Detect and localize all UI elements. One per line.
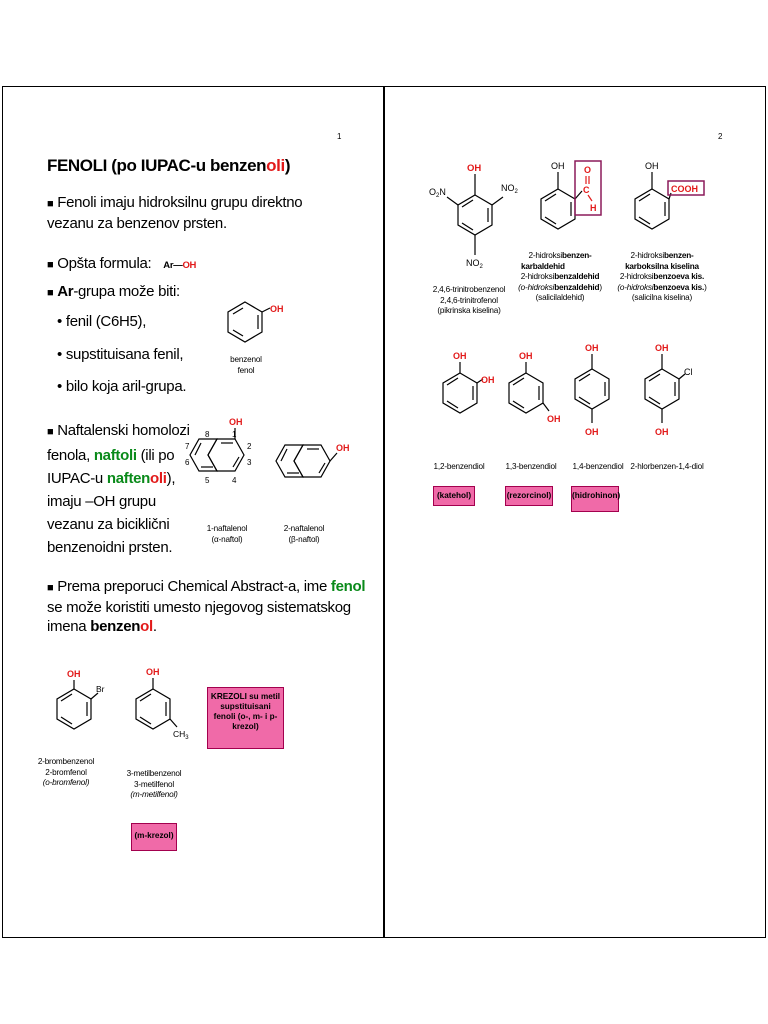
svg-text:NO2: $NO_2$	[501, 183, 518, 195]
bullet-hydroxyl: ■ Fenoli imaju hidroksilnu grupu direktno vezanu za benzenov prsten.	[47, 194, 303, 232]
katehol-box: (katehol)	[433, 486, 475, 506]
svg-text:O2N: $O_2N$	[429, 187, 446, 199]
svg-text:OH: OH	[453, 351, 467, 361]
svg-text:C: C	[583, 185, 590, 195]
svg-text:OH: OH	[467, 163, 482, 174]
slide-page-1	[2, 86, 384, 938]
svg-text:2: 2	[247, 442, 252, 451]
picric-acid-caption: 2,4,6-trinitrobenzenol 2,4,6-trinitrofenol (pikrinska kiselina)	[432, 285, 506, 315]
benzenol-caption: benzenol fenol	[230, 355, 262, 375]
svg-text:OH: OH	[336, 443, 350, 453]
svg-text:OH: OH	[585, 343, 599, 353]
svg-text:CH3: $CH_3$	[173, 729, 189, 741]
title-text: FENOLI (po IUPAC-u benzen	[47, 156, 267, 175]
2-naphthol-caption: 2-naftalenol (β-naftol)	[283, 524, 325, 544]
hidrohinon-box: (hidrohinon)	[571, 486, 619, 512]
slide-page-2	[384, 86, 766, 938]
hydroquinone-caption: 1,4-benzendiol	[572, 462, 624, 471]
svg-text:OH: OH	[146, 667, 160, 677]
1-naphthol-structure	[185, 413, 275, 503]
page-number: 2	[718, 132, 723, 141]
svg-text:OH: OH	[655, 427, 669, 437]
sub-bullet-supst: • supstituisana fenil,	[57, 346, 184, 363]
svg-text:OH: OH	[481, 375, 495, 385]
naftol-paragraph: ■ Naftalenski homolozi fenola, naftoli (ili po IUPAC-u naftenoli), imaju –OH grupu vezanu za biciklični benzenoidni prsten.	[47, 422, 190, 556]
catechol-caption: 1,2-benzendiol	[433, 462, 485, 471]
salicylic-acid-structure	[631, 159, 721, 249]
chemical-abstract-paragraph: ■ Prema preporuci Chemical Abstract-a, ime fenol se može koristiti umesto njegovog sistematskog imena benzenol.	[47, 578, 366, 635]
svg-text:H: H	[590, 203, 597, 213]
svg-text:1: 1	[232, 430, 237, 439]
phenol-structure	[225, 300, 305, 360]
svg-text:NO2: $NO_2$	[466, 258, 483, 270]
svg-text:8: 8	[205, 430, 210, 439]
1-naphthol-caption: 1-naftalenol (α-naftol)	[206, 524, 248, 544]
svg-text:COOH: COOH	[671, 184, 698, 194]
salicylaldehyde-caption: 2-hidroksibenzen- karbaldehid 2-hidroksibenzaldehid (o-hidroksibenzaldehid) (salicilaldehid)	[518, 251, 602, 302]
2-naphthol-structure	[271, 439, 361, 499]
svg-text:OH: OH	[645, 161, 659, 171]
svg-text:OH: OH	[547, 414, 561, 424]
page-number: 1	[337, 132, 342, 141]
rezorcinol-box: (rezorcinol)	[505, 486, 553, 506]
svg-text:OH: OH	[655, 343, 669, 353]
catechol-structure	[435, 349, 505, 439]
svg-text:6: 6	[185, 458, 190, 467]
bullet-ar-group: ■ Ar-grupa može biti:	[47, 283, 180, 300]
m-krezol-box: (m-krezol)	[131, 823, 177, 851]
svg-text:5: 5	[205, 476, 210, 485]
2-bromophenol-caption: 2-brombenzenol 2-bromfenol (o-bromfenol)	[37, 757, 95, 787]
3-methylphenol-structure	[127, 665, 197, 755]
hydroquinone-structure	[573, 341, 633, 461]
svg-text:3: 3	[247, 458, 252, 467]
title-suffix: oli	[266, 156, 285, 175]
sub-bullet-fenil: • fenil (C6H5),	[57, 313, 147, 330]
resorcinol-structure	[503, 349, 573, 449]
svg-text:O: O	[584, 165, 592, 175]
3-methylphenol-caption: 3-metilbenzenol 3-metilfenol (m-metilfenol)	[126, 769, 182, 799]
salicylaldehyde-structure	[531, 159, 611, 249]
svg-text:OH: OH	[585, 427, 599, 437]
svg-text:OH: OH	[270, 304, 284, 314]
salicylic-acid-caption: 2-hidroksibenzen- karboksilna kiselina 2-hidroksibenzoeva kis. (o-hidroksibenzoeva kis.) (salicilna kiselina)	[617, 251, 707, 302]
svg-text:Br: Br	[96, 684, 105, 694]
svg-text:OH: OH	[519, 351, 533, 361]
sub-bullet-aril: • bilo koja aril-grupa.	[57, 378, 187, 395]
chlorohydroquinone-caption: 2-hlorbenzen-1,4-diol	[630, 462, 704, 471]
2-bromophenol-structure	[48, 667, 118, 757]
svg-text:OH: OH	[551, 161, 565, 171]
title-close: )	[284, 156, 291, 175]
resorcinol-caption: 1,3-benzendiol	[505, 462, 557, 471]
svg-text:OH: OH	[229, 417, 243, 427]
svg-text:OH: OH	[67, 669, 81, 679]
svg-text:7: 7	[185, 442, 190, 451]
chlorohydroquinone-structure	[643, 341, 713, 461]
svg-text:4: 4	[232, 476, 237, 485]
slide-title	[47, 156, 290, 176]
krezoli-box: KREZOLI su metil supstituisani fenoli (o-, m- i p-krezol)	[207, 687, 284, 749]
svg-text:Cl: Cl	[684, 367, 693, 377]
picric-acid-structure	[429, 159, 529, 279]
bullet-formula: ■ Opšta formula: Ar—OH	[47, 255, 197, 272]
